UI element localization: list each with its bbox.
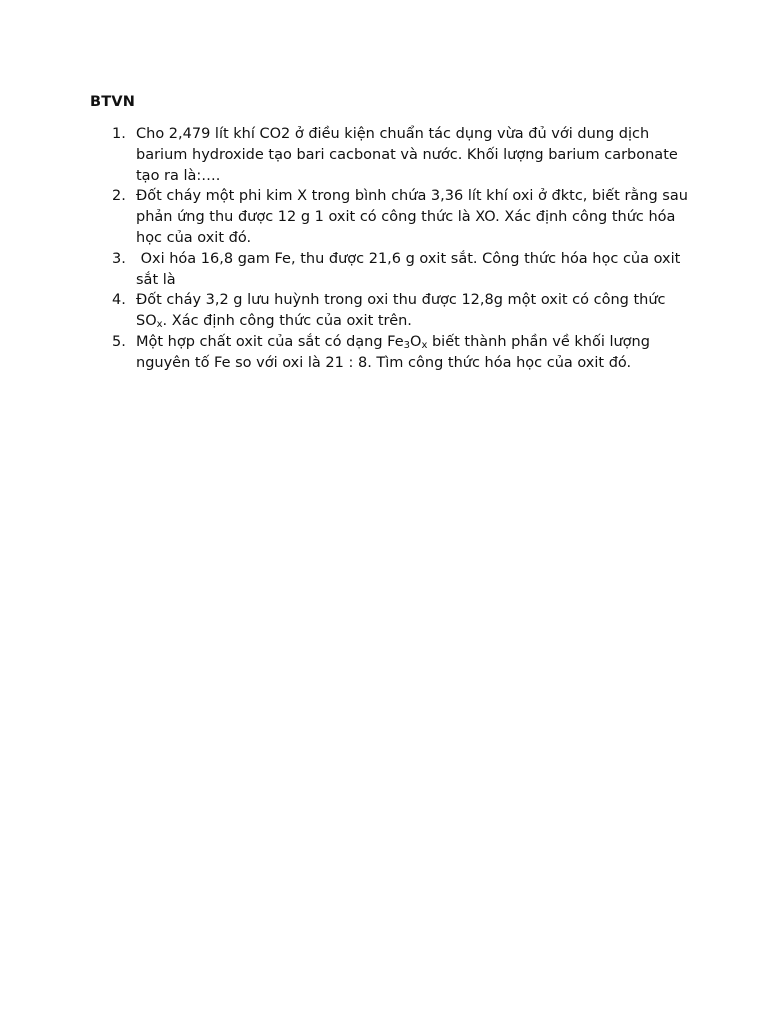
exercise-number: 2. xyxy=(112,188,126,205)
exercise-item-1 xyxy=(90,124,690,186)
exercise-text-part: O xyxy=(410,333,422,350)
exercise-number: 4. xyxy=(112,292,126,309)
exercise-text-part: . Xác định công thức của oxit trên. xyxy=(162,313,412,330)
subscript-x: x xyxy=(421,339,428,351)
exercise-text: Oxi hóa 16,8 gam Fe, thu được 21,6 g oxit sắt. Công thức hóa học của oxit sắt là xyxy=(136,250,685,288)
exercise-list xyxy=(90,124,690,374)
exercise-text-part: Một hợp chất oxit của sắt có dạng Fe xyxy=(136,333,404,350)
document-content xyxy=(90,92,690,374)
exercise-text xyxy=(136,290,690,332)
exercise-item-4 xyxy=(90,290,690,332)
exercise-number: 5. xyxy=(112,333,126,350)
exercise-item-5 xyxy=(90,332,690,374)
exercise-text-part: biết thành phần về khối lượng nguyên tố Fe so với oxi là 21 : 8. Tìm công thức hóa học của oxit đó. xyxy=(136,333,650,371)
subscript-3: 3 xyxy=(403,339,411,351)
exercise-text: Đốt cháy một phi kim X trong bình chứa 3,36 lít khí oxi ở đktc, biết rằng sau phản ứng thu được 12 g 1 oxit có công thức là XO. Xác định công thức hóa học của oxit đó. xyxy=(136,188,688,246)
exercise-item-2 xyxy=(90,186,690,248)
document-title: BTVN xyxy=(90,94,136,110)
exercise-item-3 xyxy=(90,249,690,291)
exercise-number: 1. xyxy=(112,126,126,142)
exercise-text: Cho 2,479 lít khí CO2 ở điều kiện chuẩn tác dụng vừa đủ với dung dịch barium hydroxide tạo bari cacbonat và nước. Khối lượng barium carbonate tạo ra là:…. xyxy=(136,126,678,184)
exercise-text-part: Đốt cháy 3,2 g lưu huỳnh trong oxi thu được 12,8g một oxit có công thức SO xyxy=(136,292,666,330)
exercise-text xyxy=(136,332,690,374)
exercise-number: 3. xyxy=(112,250,126,267)
subscript-x: x xyxy=(156,319,163,331)
